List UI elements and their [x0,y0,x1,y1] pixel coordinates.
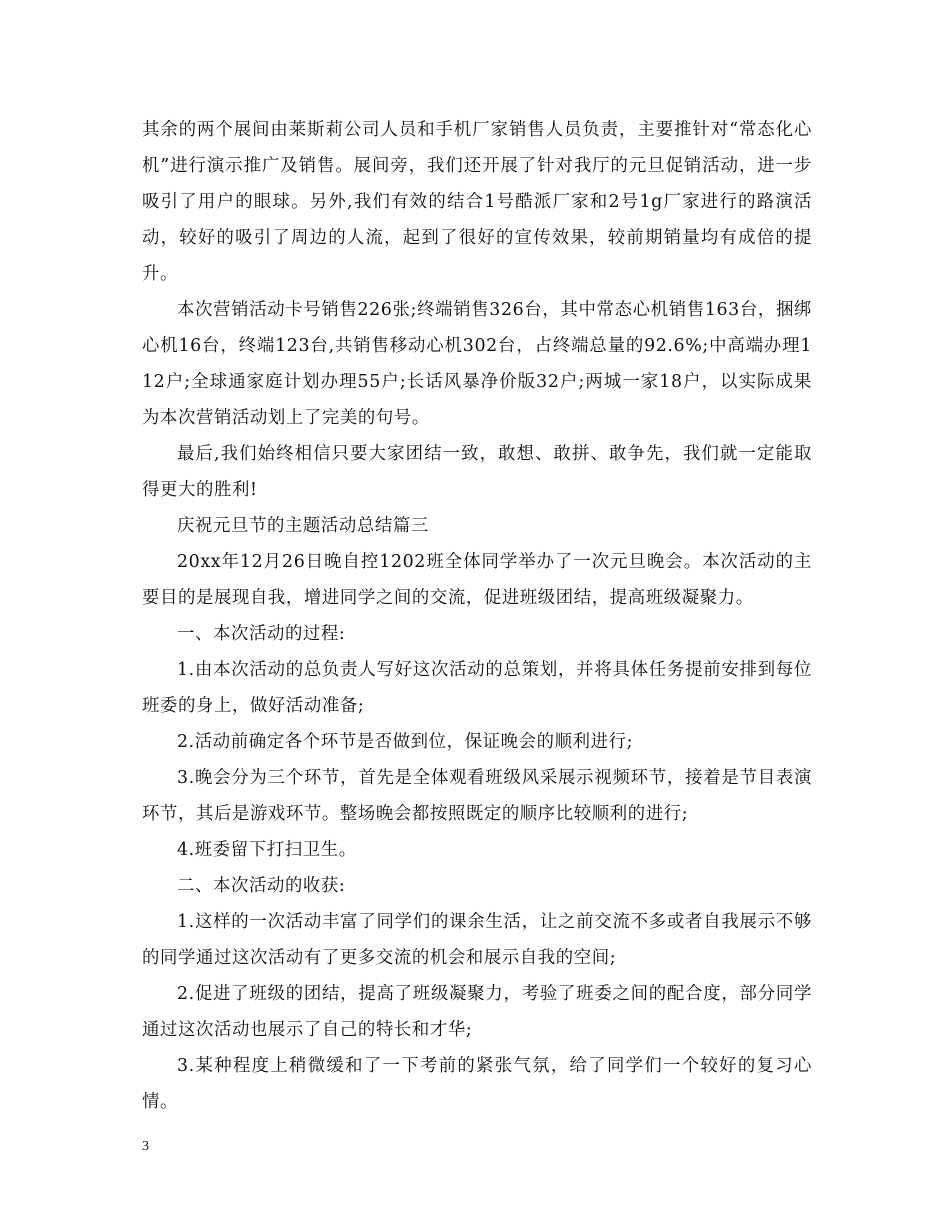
heading-gains: 二、本次活动的收获: [177,876,346,896]
page-number: 3 [142,1139,149,1154]
list-item-process-4: 4.班委留下打扫卫生。 [177,840,357,860]
section-title: 庆祝元旦节的主题活动总结篇三 [177,516,429,536]
list-item-gain-3: 3.某种程度上稍微缓和了一下考前的紧张气氛，给了同学们一个较好的复习心情。 [142,1056,812,1112]
list-item-process-3: 3.晚会分为三个环节，首先是全体观看班级风采展示视频环节，接着是节目表演环节，其后是游戏环节。整场晚会都按照既定的顺序比较顺利的进行; [142,768,812,824]
document-body [142,112,812,1120]
paragraph-sales-results: 本次营销活动卡号销售226张;终端销售326台，其中常态心机销售163台，捆绑心机16台，终端123台,共销售移动心机302台，占终端总量的92.6%;中高端办理112户;全球通家庭计划办理55户;长话风暴净价版32户;两城一家18户，以实际成果为本次营销活动划上了完美的句号。 [142,300,812,428]
list-item-process-1: 1.由本次活动的总负责人写好这次活动的总策划，并将具体任务提前安排到每位班委的身上，做好活动准备; [142,660,812,716]
list-item-process-2: 2.活动前确定各个环节是否做到位，保证晚会的顺利进行; [177,732,634,752]
paragraph-conclusion: 最后,我们始终相信只要大家团结一致，敢想、敢拼、敢争先，我们就一定能取得更大的胜利! [142,444,812,500]
paragraph-intro-continued: 其余的两个展间由莱斯莉公司人员和手机厂家销售人员负责，主要推针对“常态化心机”进行演示推广及销售。展间旁，我们还开展了针对我厅的元旦促销活动，进一步吸引了用户的眼球。另外,我们有效的结合1号酷派厂家和2号1g厂家进行的路演活动，较好的吸引了周边的人流，起到了很好的宣传效果，较前期销量均有成倍的提升。 [142,120,812,284]
list-item-gain-2: 2.促进了班级的团结，提高了班级凝聚力，考验了班委之间的配合度，部分同学通过这次活动也展示了自己的特长和才华; [142,984,812,1040]
paragraph-event-intro: 20xx年12月26日晚自控1202班全体同学举办了一次元旦晚会。本次活动的主要目的是展现自我，增进同学之间的交流，促进班级团结，提高班级凝聚力。 [142,552,812,608]
list-item-gain-1: 1.这样的一次活动丰富了同学们的课余生活，让之前交流不多或者自我展示不够的同学通过这次活动有了更多交流的机会和展示自我的空间; [142,912,812,968]
heading-process: 一、本次活动的过程: [177,624,346,644]
